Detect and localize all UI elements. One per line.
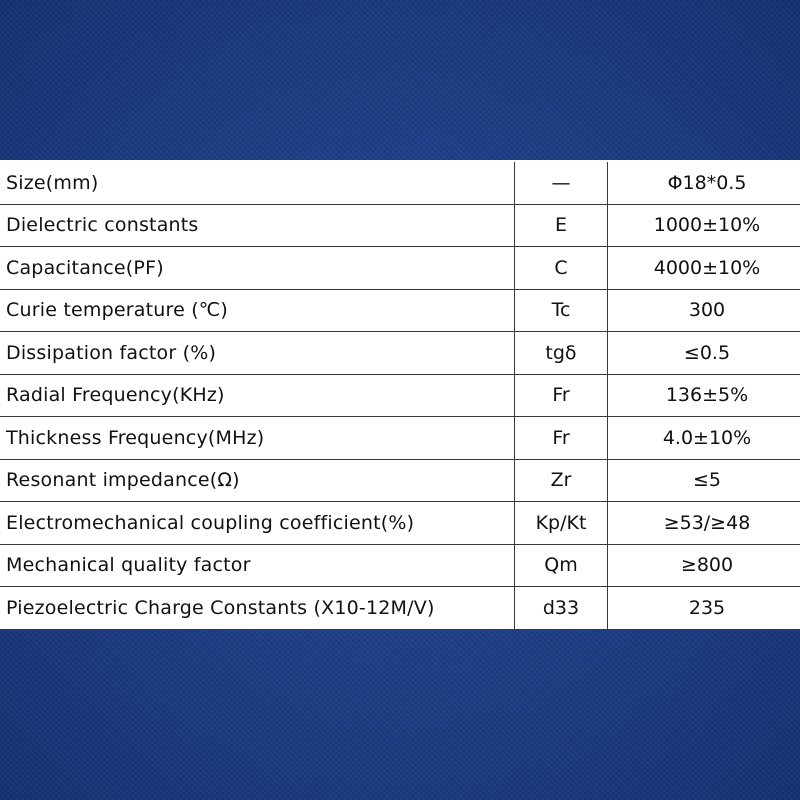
value-cell: 235	[608, 587, 800, 630]
parameter-cell: Curie temperature (℃)	[0, 289, 515, 332]
parameter-cell: Size(mm)	[0, 161, 515, 204]
value-cell: 1000±10%	[608, 204, 800, 247]
table-row	[0, 247, 800, 290]
symbol-cell: C	[515, 247, 608, 290]
table-row	[0, 374, 800, 417]
spec-table	[0, 160, 800, 630]
symbol-cell: E	[515, 204, 608, 247]
value-cell: ≥800	[608, 544, 800, 587]
table-row	[0, 161, 800, 204]
parameter-cell: Capacitance(PF)	[0, 247, 515, 290]
spec-table-body	[0, 161, 800, 629]
symbol-cell: d33	[515, 587, 608, 630]
symbol-cell: Fr	[515, 374, 608, 417]
table-row	[0, 544, 800, 587]
parameter-cell: Thickness Frequency(MHz)	[0, 417, 515, 460]
parameter-cell: Dissipation factor (%)	[0, 332, 515, 375]
parameter-cell: Piezoelectric Charge Constants (X10-12M/V)	[0, 587, 515, 630]
symbol-cell: Qm	[515, 544, 608, 587]
value-cell: 136±5%	[608, 374, 800, 417]
value-cell: Φ18*0.5	[608, 161, 800, 204]
parameter-cell: Radial Frequency(KHz)	[0, 374, 515, 417]
value-cell: ≥53/≥48	[608, 502, 800, 545]
symbol-cell: Fr	[515, 417, 608, 460]
table-row	[0, 587, 800, 630]
value-cell: 4000±10%	[608, 247, 800, 290]
parameter-cell: Mechanical quality factor	[0, 544, 515, 587]
parameter-cell: Dielectric constants	[0, 204, 515, 247]
value-cell: ≤5	[608, 459, 800, 502]
value-cell: ≤0.5	[608, 332, 800, 375]
parameter-cell: Electromechanical coupling coefficient(%)	[0, 502, 515, 545]
table-row	[0, 502, 800, 545]
value-cell: 4.0±10%	[608, 417, 800, 460]
value-cell: 300	[608, 289, 800, 332]
symbol-cell: Kp/Kt	[515, 502, 608, 545]
table-row	[0, 204, 800, 247]
table-row	[0, 289, 800, 332]
symbol-cell: —	[515, 161, 608, 204]
table-row	[0, 332, 800, 375]
table-row	[0, 417, 800, 460]
symbol-cell: Tc	[515, 289, 608, 332]
table-row	[0, 459, 800, 502]
symbol-cell: tgδ	[515, 332, 608, 375]
parameter-cell: Resonant impedance(Ω)	[0, 459, 515, 502]
symbol-cell: Zr	[515, 459, 608, 502]
